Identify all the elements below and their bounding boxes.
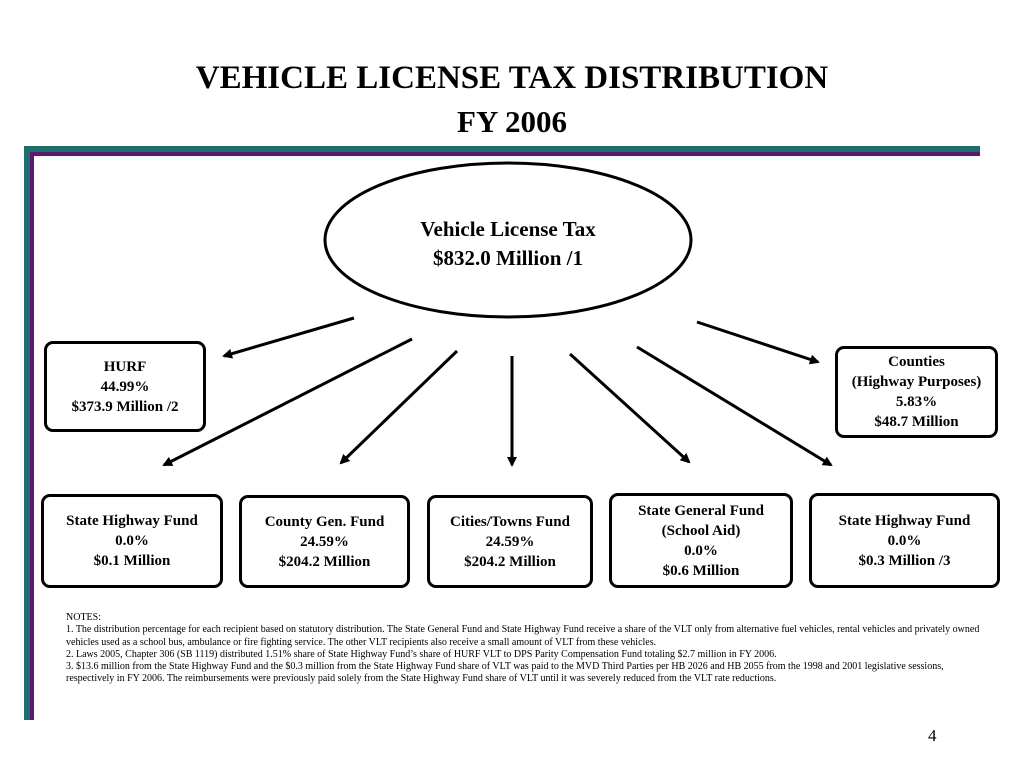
recipient-percent: 0.0% [684,542,718,559]
recipient-name: County Gen. Fund [264,513,385,530]
recipient-amount: $0.1 Million [93,553,171,569]
recipient-percent: 44.99% [100,378,150,395]
recipient-box-county-gen [239,495,410,588]
recipient-name: State Highway Fund [66,513,198,529]
recipient-name: State Highway Fund [838,512,971,529]
arrow-to-hurf [224,318,354,356]
note-2: 2. Laws 2005, Chapter 306 (SB 1119) distributed 1.51% share of State Highway Fund’s share of HURF VLT to DPS Parity Compensation Fund totaling $2.7 million in FY 2006. [66,648,777,660]
recipient-box-counties [835,346,998,438]
recipient-name: Cities/Towns Fund [450,513,570,530]
recipient-box-state-highway-1 [41,494,223,588]
recipient-percent: 5.83% [895,394,938,410]
recipient-subtitle: (School Aid) [661,522,741,539]
page-number: 4 [928,726,937,745]
arrow-to-state-general [570,354,689,462]
notes-section [66,612,981,686]
arrow-to-state-highway-2 [637,347,831,465]
recipient-amount: $204.2 Million [464,553,556,570]
recipient-percent: 0.0% [887,532,922,549]
note-1: 1. The distribution percentage for each recipient based on statutory distribution. The State General Fund and State Highway Fund receive a share of the VLT only from alternative fuel vehicles, rental vehicles and privately owned vehicles used as a school bus, ambulance or fire fighting service. The other VLT recipients also receive a small amount of VLT from these vehicles. [66,624,980,648]
recipient-name: Counties [888,354,945,370]
page-subtitle: FY 2006 [457,104,567,139]
page-title: VEHICLE LICENSE TAX DISTRIBUTION [195,60,829,96]
recipient-percent: 24.59% [485,533,535,550]
recipient-box-state-highway-2 [809,493,1000,588]
recipient-amount: $373.9 Million /2 [71,398,179,415]
note-3: 3. $13.6 million from the State Highway Fund and the $0.3 million from the State Highway Fund share of VLT was paid to the MVD Third Parties per HB 2026 and HB 2055 from the 1998 and 2001 legislative sessions, respectively in FY 2006. The reimbursements were previously paid solely from the State Highway Fund share of VLT until it was severely reduced from the VLT rate reductions. [66,661,944,685]
recipient-amount: $0.6 Million [662,562,740,579]
recipient-amount: $48.7 Million [874,414,959,430]
arrow-to-counties [697,322,818,362]
notes-heading: NOTES: [66,612,101,623]
recipient-amount: $204.2 Million [278,553,371,570]
recipient-percent: 24.59% [300,533,349,550]
recipient-box-cities-towns [427,495,593,588]
source-title: Vehicle License Tax [420,217,596,241]
source-amount: $832.0 Million /1 [433,246,583,270]
recipient-subtitle: (Highway Purposes) [851,374,982,390]
source-label [330,215,686,273]
recipient-amount: $0.3 Million /3 [858,552,951,569]
recipient-name: HURF [103,358,147,375]
recipient-box-state-general [609,493,793,588]
recipient-percent: 0.0% [115,533,149,549]
recipient-box-hurf [44,341,206,432]
recipient-name: State General Fund [638,502,764,519]
